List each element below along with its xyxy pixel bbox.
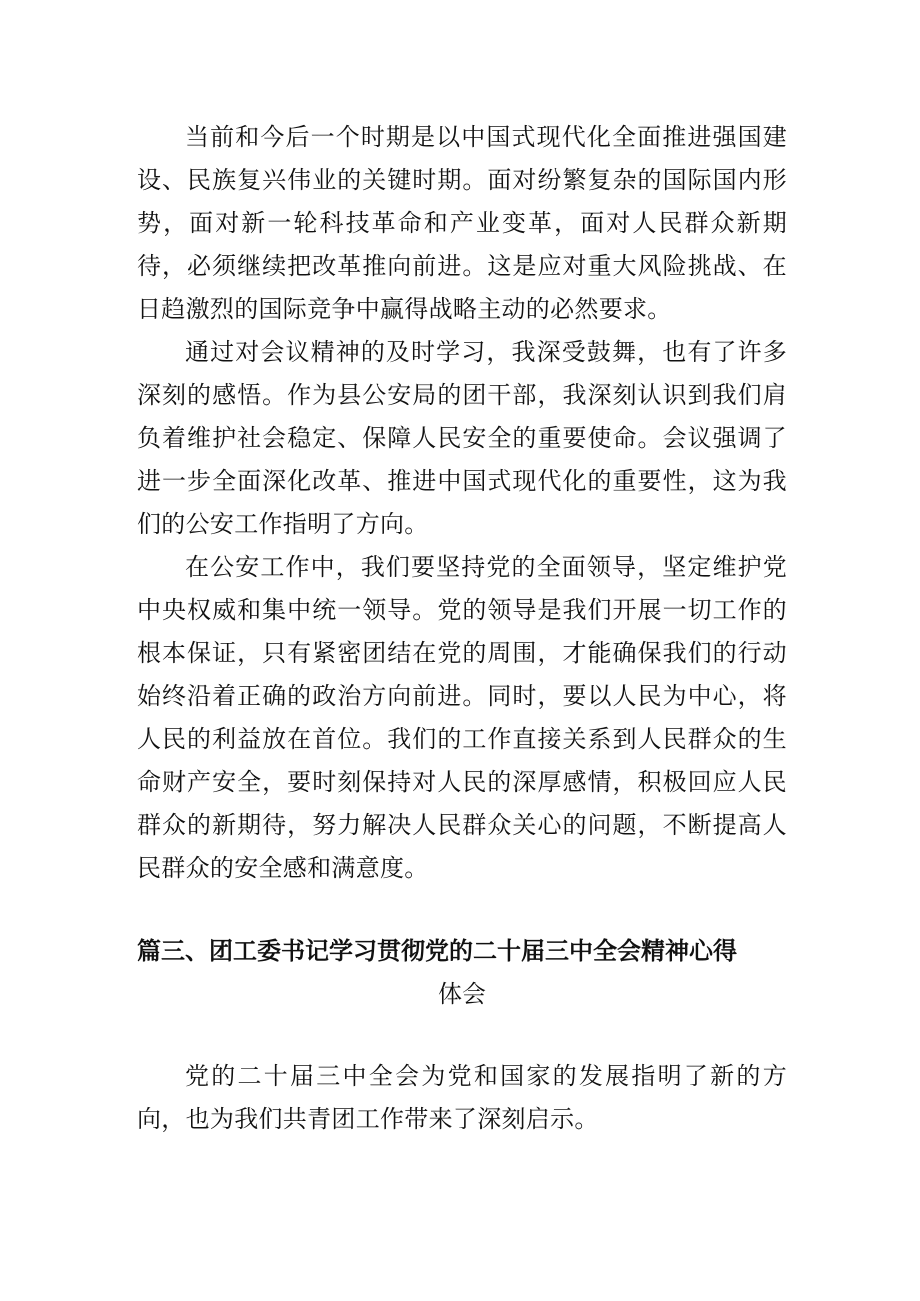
paragraph: 党的二十届三中全会为党和国家的发展指明了新的方向，也为我们共青团工作带来了深刻启示。 xyxy=(137,1062,787,1133)
section-heading-continuation: 体会 xyxy=(438,980,486,1008)
document-body xyxy=(137,116,787,1141)
spacer xyxy=(137,1014,787,1055)
section-heading: 篇三、团工委书记学习贯彻党的二十届三中全会精神心得 xyxy=(137,937,737,965)
paragraph: 当前和今后一个时期是以中国式现代化全面推进强国建设、民族复兴伟业的关键时期。面对纷繁复杂的国际国内形势，面对新一轮科技革命和产业变革，面对人民群众新期待，必须继续把改革推向前进。这是应对重大风险挑战、在日趋激烈的国际竞争中赢得战略主动的必然要求。 xyxy=(137,123,787,323)
spacer xyxy=(137,890,787,931)
paragraph: 在公安工作中，我们要坚持党的全面领导，坚定维护党中央权威和集中统一领导。党的领导是我们开展一切工作的根本保证，只有紧密团结在党的周围，才能确保我们的行动始终沿着正确的政治方向前进。同时，要以人民为中心，将人民的利益放在首位。我们的工作直接关系到人民群众的生命财产安全，要时刻保持对人民的深厚感情，积极回应人民群众的新期待，努力解决人民群众关心的问题，不断提高人民群众的安全感和满意度。 xyxy=(137,553,787,882)
paragraph: 通过对会议精神的及时学习，我深受鼓舞，也有了许多深刻的感悟。作为县公安局的团干部，我深刻认识到我们肩负着维护社会稳定、保障人民安全的重要使命。会议强调了进一步全面深化改革、推进中国式现代化的重要性，这为我们的公安工作指明了方向。 xyxy=(137,338,787,538)
